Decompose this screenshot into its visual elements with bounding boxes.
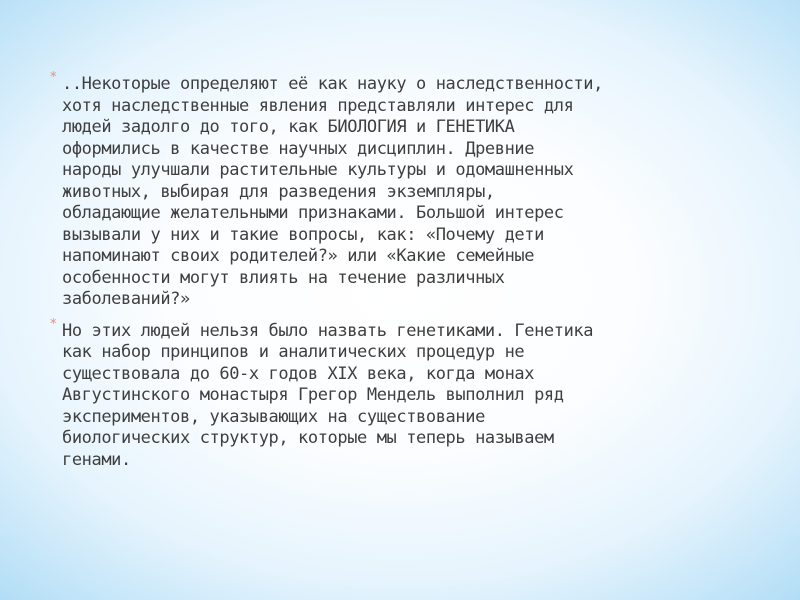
asterisk-bullet-icon: * bbox=[50, 70, 57, 85]
bullet-item-1 bbox=[50, 70, 730, 311]
asterisk-bullet-icon: * bbox=[50, 316, 57, 332]
paragraph-mendel: Но этих людей нельзя было назвать генетиками. Генетика как набор принципов и аналитических процедур не существовала до 60-х годов XIX века, когда монах Августинского монастыря Грегор Мендель выполнил ряд экспериментов, указывающих на существование биологических структур, которые мы теперь называем генами. bbox=[62, 320, 594, 470]
paragraph-heredity: ..Некоторые определяют её как науку о наследственности, хотя наследственные явления представляли интерес для людей задолго до того, как БИОЛОГИЯ и ГЕНЕТИКА оформились в качестве научных дисциплин. Древние народы улучшали растительные культуры и одомашненных животных, выбирая для разведения экземпляры, обладающие желательными признаками. Большой интерес вызывали у них и такие вопросы, как: «Почему дети напоминают своих родителей?» или «Какие семейные особенности могут влиять на течение различных заболеваний?» bbox=[62, 74, 603, 309]
slide-body bbox=[50, 70, 730, 481]
bullet-item-2 bbox=[50, 316, 730, 472]
